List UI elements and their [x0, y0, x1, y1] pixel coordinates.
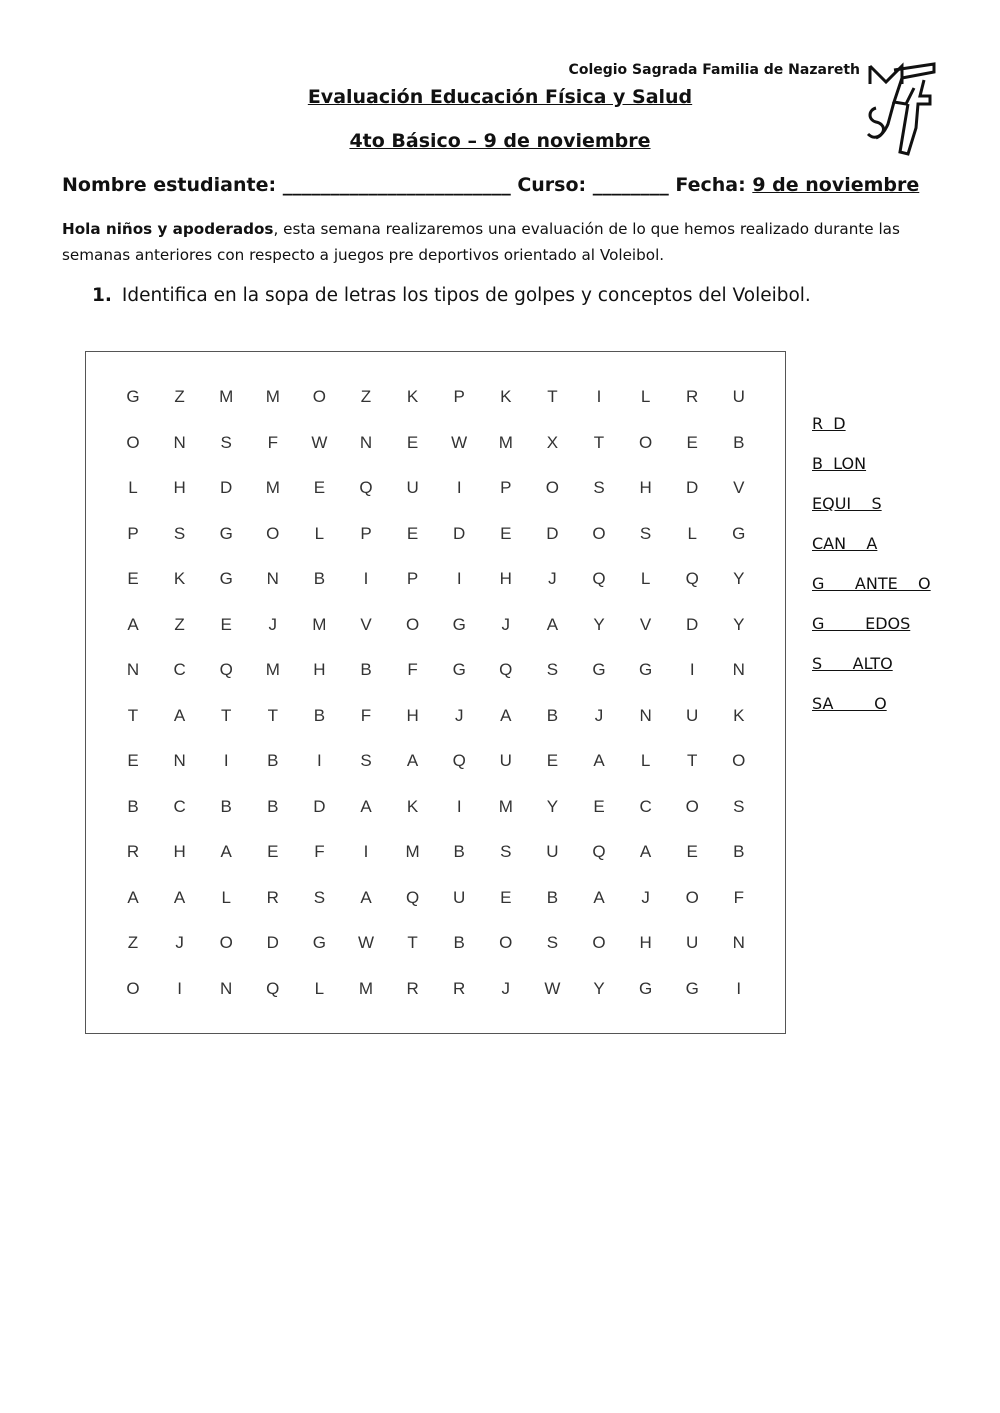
grid-letter[interactable]: A: [639, 842, 652, 861]
grid-letter[interactable]: H: [499, 569, 512, 588]
grid-letter[interactable]: D: [546, 523, 559, 543]
grid-letter[interactable]: Q: [359, 478, 373, 497]
question-number: 1.: [92, 285, 112, 306]
grid-letter[interactable]: A: [406, 751, 419, 770]
school-name: Colegio Sagrada Familia de Nazareth: [568, 62, 860, 78]
grid-letter[interactable]: J: [501, 614, 511, 634]
grid-letter[interactable]: S: [593, 478, 605, 497]
grid-letter[interactable]: J: [548, 569, 557, 588]
grid-letter[interactable]: F: [267, 432, 278, 452]
grid-letter[interactable]: P: [406, 569, 419, 588]
grid-letter[interactable]: N: [126, 660, 140, 679]
grid-letter[interactable]: B: [267, 796, 279, 816]
grid-letter[interactable]: M: [405, 842, 420, 861]
grid-letter[interactable]: L: [314, 523, 325, 543]
grid-letter[interactable]: I: [223, 751, 229, 770]
grid-letter[interactable]: C: [173, 660, 186, 679]
grid-letter[interactable]: J: [454, 705, 464, 725]
question-text: Identifica en la sopa de letras los tipos de golpes y conceptos del Voleibol.: [121, 285, 811, 306]
grid-letter[interactable]: B: [267, 751, 279, 770]
grid-letter[interactable]: L: [314, 978, 325, 998]
grid-letter[interactable]: I: [456, 569, 462, 588]
grid-letter[interactable]: K: [173, 569, 186, 588]
grid-letter[interactable]: R: [686, 387, 699, 406]
grid-letter[interactable]: W: [311, 432, 328, 452]
grid-letter[interactable]: E: [500, 523, 512, 543]
grid-letter[interactable]: E: [406, 523, 419, 543]
grid-letter[interactable]: F: [314, 842, 325, 861]
grid-letter[interactable]: S: [546, 660, 559, 679]
grid-letter[interactable]: M: [265, 478, 280, 497]
grid-letter[interactable]: D: [313, 796, 326, 816]
grid-letter[interactable]: U: [732, 387, 745, 406]
grid-letter[interactable]: N: [359, 432, 373, 452]
grid-letter[interactable]: K: [733, 705, 745, 725]
grid-letter[interactable]: C: [639, 796, 652, 816]
grid-letter[interactable]: E: [546, 751, 559, 770]
date-value: 9 de noviembre: [752, 174, 920, 196]
grid-letter[interactable]: A: [546, 614, 559, 634]
grid-letter[interactable]: R: [453, 978, 466, 998]
grid-letter[interactable]: S: [733, 796, 745, 816]
grid-letter[interactable]: I: [689, 660, 695, 679]
grid-letter[interactable]: X: [546, 432, 559, 452]
grid-letter[interactable]: W: [544, 978, 561, 998]
grid-letter[interactable]: A: [593, 751, 605, 770]
grid-letter[interactable]: G: [638, 978, 653, 998]
grid-letter[interactable]: N: [220, 978, 233, 998]
grid-letter[interactable]: O: [266, 523, 280, 543]
word-clue: EQUI S: [812, 494, 882, 513]
grid-letter[interactable]: B: [313, 705, 326, 725]
grid-letter[interactable]: Z: [360, 387, 372, 406]
grid-letter[interactable]: M: [498, 432, 513, 452]
grid-letter[interactable]: N: [732, 660, 745, 679]
grid-letter[interactable]: B: [313, 569, 326, 588]
grid-letter[interactable]: S: [360, 751, 372, 770]
student-info-line: [62, 174, 942, 196]
word-clue: SA O: [812, 694, 887, 713]
grid-letter[interactable]: Q: [499, 660, 513, 679]
grid-letter[interactable]: T: [127, 705, 139, 725]
grid-letter[interactable]: M: [219, 387, 234, 406]
grid-letter[interactable]: H: [639, 478, 652, 497]
grid-letter[interactable]: L: [640, 387, 651, 406]
grid-letter[interactable]: L: [640, 569, 651, 588]
word-search-box: [85, 351, 786, 1034]
word-clue: CAN A: [812, 534, 878, 553]
grid-letter[interactable]: P: [453, 387, 465, 406]
grid-letter[interactable]: A: [127, 614, 139, 634]
grid-letter[interactable]: I: [456, 796, 462, 816]
grid-letter[interactable]: Q: [685, 569, 699, 588]
grid-letter[interactable]: L: [128, 478, 138, 497]
grid-letter[interactable]: R: [126, 842, 140, 861]
grid-letter[interactable]: I: [363, 842, 369, 861]
grid-letter[interactable]: G: [452, 614, 466, 634]
grid-letter[interactable]: Y: [733, 569, 745, 588]
grid-letter[interactable]: N: [173, 432, 186, 452]
grid-letter[interactable]: A: [593, 887, 605, 907]
grid-letter[interactable]: E: [686, 432, 698, 452]
grid-letter[interactable]: H: [639, 933, 652, 952]
grid-letter[interactable]: U: [686, 705, 699, 725]
grid-letter[interactable]: P: [127, 523, 139, 543]
grid-letter[interactable]: Y: [593, 614, 605, 634]
grid-letter[interactable]: Q: [452, 751, 466, 770]
grid-letter[interactable]: E: [267, 842, 279, 861]
grid-letter[interactable]: A: [173, 705, 186, 725]
grid-letter[interactable]: A: [360, 887, 372, 907]
grid-letter[interactable]: T: [593, 432, 605, 452]
grid-letter[interactable]: O: [638, 432, 653, 452]
grid-letter[interactable]: V: [733, 478, 745, 497]
grid-letter[interactable]: G: [732, 523, 746, 543]
grid-letter[interactable]: O: [732, 751, 746, 770]
grid-letter[interactable]: H: [313, 660, 326, 679]
word-clue: B LON: [812, 454, 867, 473]
grid-letter[interactable]: O: [405, 614, 420, 634]
grid-letter[interactable]: K: [500, 387, 512, 406]
student-name-blank[interactable]: ________________________: [282, 174, 511, 196]
grid-letter[interactable]: U: [686, 933, 699, 952]
grid-letter[interactable]: V: [639, 614, 652, 634]
course-label: Curso:: [517, 174, 587, 196]
grid-letter[interactable]: T: [267, 705, 278, 725]
grid-letter[interactable]: O: [126, 978, 140, 998]
grid-letter[interactable]: K: [406, 796, 419, 816]
grid-letter[interactable]: O: [499, 933, 513, 952]
grid-letter[interactable]: Q: [219, 660, 233, 679]
grid-letter[interactable]: T: [686, 751, 698, 770]
grid-letter[interactable]: A: [500, 705, 512, 725]
grid-letter[interactable]: M: [358, 978, 374, 998]
grid-letter[interactable]: Y: [733, 614, 745, 634]
intro-text: , esta semana realizaremos una evaluación de lo que hemos realizado durante las semanas anteriores con respecto a juegos pre deportivos orientado al Voleibol.: [62, 220, 900, 264]
grid-letter[interactable]: T: [220, 705, 232, 725]
grid-letter[interactable]: Y: [546, 796, 559, 816]
grid-letter[interactable]: A: [173, 887, 186, 907]
grid-letter[interactable]: R: [266, 887, 279, 907]
page-title: Evaluación Educación Física y Salud: [307, 86, 693, 108]
grid-letter[interactable]: B: [453, 842, 465, 861]
grid-letter[interactable]: Z: [127, 933, 139, 952]
grid-letter[interactable]: W: [451, 432, 468, 452]
grid-letter[interactable]: Y: [593, 978, 605, 998]
grid-letter[interactable]: D: [686, 478, 699, 497]
grid-letter[interactable]: N: [732, 933, 745, 952]
grid-letter[interactable]: F: [360, 705, 372, 725]
grid-letter[interactable]: I: [317, 751, 322, 770]
grid-letter[interactable]: Q: [592, 569, 606, 588]
grid-letter[interactable]: G: [219, 569, 233, 588]
intro-paragraph: [62, 216, 942, 268]
grid-letter[interactable]: I: [596, 387, 602, 406]
grid-letter[interactable]: I: [177, 978, 182, 998]
grid-letter[interactable]: Z: [174, 614, 185, 634]
grid-letter[interactable]: J: [594, 705, 604, 725]
grid-letter[interactable]: O: [685, 796, 699, 816]
grid-letter[interactable]: E: [127, 569, 139, 588]
grid-letter[interactable]: D: [686, 614, 699, 634]
grid-letter[interactable]: S: [546, 933, 559, 952]
grid-letter[interactable]: G: [312, 933, 326, 952]
grid-letter[interactable]: R: [406, 978, 419, 998]
grid-letter[interactable]: B: [733, 842, 745, 861]
grid-letter[interactable]: Z: [174, 387, 185, 406]
grid-letter[interactable]: H: [406, 705, 419, 725]
grid-letter[interactable]: G: [592, 660, 606, 679]
grid-letter[interactable]: I: [456, 478, 462, 497]
grid-letter[interactable]: G: [685, 978, 699, 998]
grid-letter[interactable]: P: [360, 523, 372, 543]
grid-letter[interactable]: H: [173, 842, 186, 861]
grid-letter[interactable]: U: [406, 478, 419, 497]
grid-letter[interactable]: U: [453, 887, 466, 907]
grid-letter[interactable]: Q: [592, 842, 606, 861]
grid-letter[interactable]: J: [268, 614, 278, 634]
grid-letter[interactable]: Q: [405, 887, 420, 907]
grid-letter[interactable]: Q: [266, 978, 280, 998]
grid-letter[interactable]: E: [686, 842, 698, 861]
student-name-label: Nombre estudiante:: [62, 174, 277, 196]
grid-letter[interactable]: D: [266, 933, 279, 952]
grid-letter[interactable]: M: [312, 614, 327, 634]
word-clue: S ALTO: [812, 654, 893, 673]
grid-letter[interactable]: A: [220, 842, 232, 861]
grid-letter[interactable]: A: [127, 887, 139, 907]
grid-letter[interactable]: B: [453, 933, 465, 952]
grid-letter[interactable]: G: [638, 660, 653, 679]
word-clue: R D: [812, 414, 846, 433]
grid-letter[interactable]: V: [360, 614, 372, 634]
grid-letter[interactable]: C: [173, 796, 186, 816]
question-1: [92, 285, 952, 306]
grid-letter[interactable]: L: [221, 887, 231, 907]
grid-letter[interactable]: M: [265, 387, 280, 406]
grid-letter[interactable]: P: [500, 478, 512, 497]
grid-letter[interactable]: I: [736, 978, 742, 998]
grid-letter[interactable]: O: [312, 387, 326, 406]
grid-letter[interactable]: N: [266, 569, 279, 588]
grid-letter[interactable]: M: [498, 796, 513, 816]
grid-letter[interactable]: H: [173, 478, 186, 497]
grid-letter[interactable]: O: [592, 523, 606, 543]
grid-letter[interactable]: U: [546, 842, 559, 861]
grid-letter[interactable]: E: [593, 796, 605, 816]
grid-letter[interactable]: E: [500, 887, 512, 907]
grid-letter[interactable]: D: [220, 478, 233, 497]
grid-letter[interactable]: F: [733, 887, 744, 907]
grid-letter[interactable]: L: [687, 523, 697, 543]
word-clue: G ANTE O: [812, 574, 931, 593]
grid-letter[interactable]: O: [545, 478, 559, 497]
grid-letter[interactable]: B: [546, 887, 559, 907]
grid-letter[interactable]: J: [501, 978, 511, 998]
grid-letter[interactable]: N: [173, 751, 186, 770]
word-clue-list: [812, 410, 992, 730]
intro-greeting: Hola niños y apoderados: [62, 220, 274, 238]
grid-letter[interactable]: B: [220, 796, 232, 816]
grid-letter[interactable]: W: [357, 933, 375, 952]
grid-letter[interactable]: G: [219, 523, 233, 543]
grid-letter[interactable]: S: [220, 432, 232, 452]
grid-letter[interactable]: O: [685, 887, 699, 907]
grid-letter[interactable]: L: [640, 751, 651, 770]
grid-letter[interactable]: J: [641, 887, 650, 907]
grid-letter[interactable]: B: [360, 660, 372, 679]
grid-letter[interactable]: S: [639, 523, 652, 543]
grid-letter[interactable]: B: [733, 432, 745, 452]
grid-letter[interactable]: O: [592, 933, 606, 952]
grid-letter[interactable]: B: [127, 796, 139, 816]
grid-letter[interactable]: F: [407, 660, 418, 679]
grid-letter[interactable]: E: [220, 614, 232, 634]
grid-letter[interactable]: B: [546, 705, 559, 725]
grid-letter[interactable]: E: [313, 478, 326, 497]
grid-letter[interactable]: G: [452, 660, 466, 679]
grid-letter[interactable]: S: [500, 842, 512, 861]
date-label: Fecha:: [675, 174, 746, 196]
grid-letter[interactable]: N: [639, 705, 652, 725]
grid-letter[interactable]: K: [406, 387, 419, 406]
grid-letter[interactable]: S: [173, 523, 186, 543]
grid-letter[interactable]: O: [126, 432, 140, 452]
grid-letter[interactable]: S: [313, 887, 326, 907]
grid-letter[interactable]: J: [175, 933, 184, 952]
grid-letter[interactable]: I: [363, 569, 369, 588]
course-blank[interactable]: ________: [592, 174, 669, 196]
grid-letter[interactable]: A: [360, 796, 372, 816]
grid-letter[interactable]: O: [219, 933, 233, 952]
grid-letter[interactable]: D: [453, 523, 466, 543]
page-subtitle: 4to Básico – 9 de noviembre: [349, 130, 651, 152]
grid-letter[interactable]: G: [126, 387, 140, 406]
grid-letter[interactable]: E: [127, 751, 139, 770]
word-search-grid: [86, 352, 785, 1033]
grid-letter[interactable]: E: [406, 432, 419, 452]
grid-letter[interactable]: T: [407, 933, 418, 952]
grid-letter[interactable]: M: [265, 660, 280, 679]
grid-letter[interactable]: T: [547, 387, 558, 406]
grid-letter[interactable]: U: [499, 751, 512, 770]
word-clue: G EDOS: [812, 614, 911, 633]
